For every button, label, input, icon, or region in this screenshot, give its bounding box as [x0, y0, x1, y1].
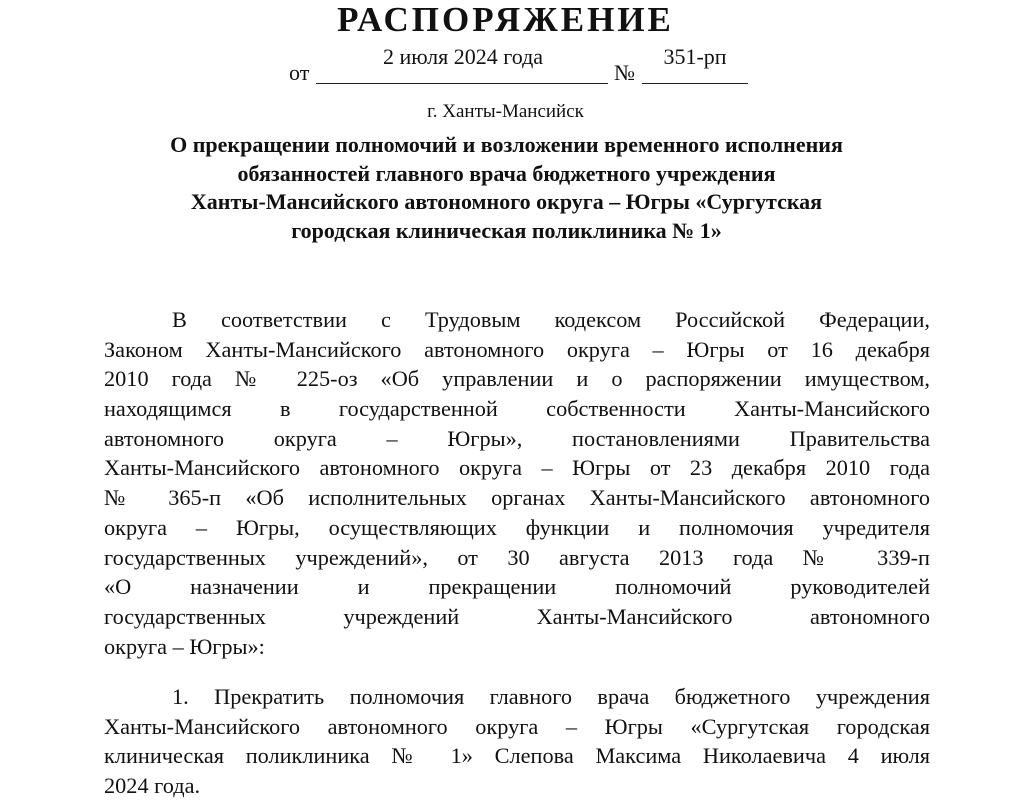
title-line: городская клиническая поликлиника № 1»: [291, 217, 722, 243]
date-underline: [316, 83, 608, 84]
date-value: 2 июля 2024 года: [382, 44, 544, 69]
preamble-line: № 365-п «Об исполнительных органах Ханты-Мансийского автономного: [104, 485, 930, 511]
document-type-heading: РАСПОРЯЖЕНИЕ: [337, 0, 674, 39]
item-1-line: Ханты-Мансийского автономного округа – Югры «Сургутская городская: [104, 713, 930, 739]
date-prefix: от: [289, 60, 310, 85]
preamble-line: округа – Югры, осуществляющих функции и полномочия учредителя: [104, 514, 930, 540]
preamble-line: округа – Югры»:: [104, 633, 265, 659]
title-line: О прекращении полномочий и возложении временного исполнения: [170, 132, 843, 157]
title-line: обязанностей главного врача бюджетного учреждения: [237, 160, 776, 186]
document-title: [60, 131, 953, 245]
preamble-line: 2010 года № 225-оз «Об управлении и о распоряжении имуществом,: [104, 366, 930, 392]
preamble-line: находящимся в государственной собственности Ханты-Мансийского: [104, 396, 930, 422]
number-value: 351-рп: [663, 44, 727, 69]
item-1-line: 2024 года.: [104, 773, 201, 799]
number-underline: [642, 83, 748, 84]
preamble-line: «О назначении и прекращении полномочий руководителей: [104, 574, 930, 600]
preamble-paragraph: [104, 305, 930, 661]
preamble-line: Законом Ханты-Мансийского автономного округа – Югры от 16 декабря: [104, 336, 930, 362]
item-1-paragraph: [104, 682, 930, 801]
date-number-line: [0, 40, 1011, 86]
title-line: Ханты-Мансийского автономного округа – Югры «Сургутская: [190, 189, 823, 214]
preamble-line: автономного округа – Югры», постановлениями Правительства: [104, 425, 930, 451]
number-prefix: №: [614, 60, 635, 85]
preamble-line: В соответствии с Трудовым кодексом Российской Федерации,: [172, 307, 930, 332]
item-1-line: 1. Прекратить полномочия главного врача бюджетного учреждения: [172, 684, 930, 709]
preamble-line: государственных учреждений Ханты-Мансийского автономного: [104, 603, 930, 629]
preamble-line: государственных учреждений», от 30 августа 2013 года № 339-п: [104, 544, 930, 570]
item-1-line: клиническая поликлиника № 1» Слепова Максима Николаевича 4 июля: [104, 743, 930, 769]
preamble-line: Ханты-Мансийского автономного округа – Югры от 23 декабря 2010 года: [104, 455, 930, 481]
city-line: г. Ханты-Мансийск: [427, 101, 584, 122]
